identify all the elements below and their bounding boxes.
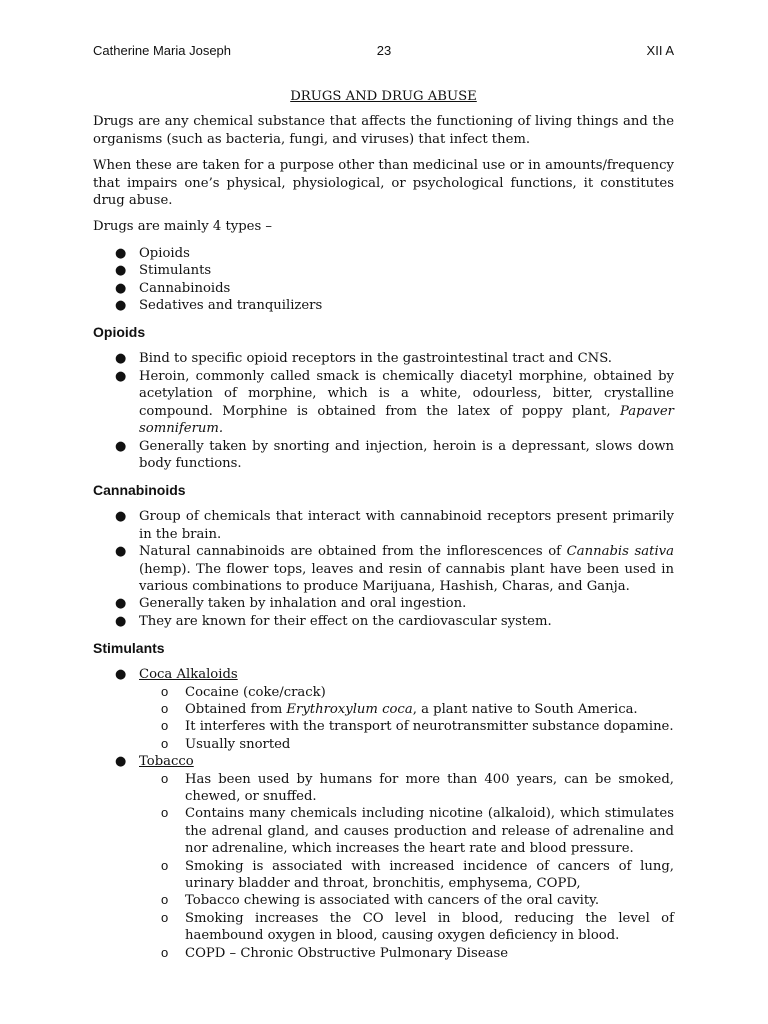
cannabinoids-list bbox=[93, 508, 674, 630]
list-item: ● Generally taken by inhalation and oral ingestion. bbox=[115, 596, 467, 612]
bullet-icon: ● bbox=[115, 245, 127, 261]
sublist-item: o COPD – Chronic Obstructive Pulmonary Disease bbox=[161, 944, 509, 961]
bullet-icon: ● bbox=[115, 298, 127, 314]
bullet-icon: ● bbox=[115, 544, 127, 560]
sublist-item: o Tobacco chewing is associated with cancers of the oral cavity. bbox=[161, 892, 600, 909]
opioids-heading: Opioids bbox=[93, 324, 146, 341]
bullet-icon: ● bbox=[115, 368, 127, 384]
cannabinoids-heading: Cannabinoids bbox=[93, 482, 186, 499]
list-item: ● Natural cannabinoids are obtained from the inflorescences of Cannabis sativa (hemp). The flower tops, leaves and resin of cannabis plant have been used in various combinations to produce Marijuana, Hashish, Charas, and Ganja. bbox=[115, 544, 674, 594]
sublist-item: o Obtained from Erythroxylum coca, a plant native to South America. bbox=[161, 700, 638, 717]
sublist-item: o Smoking is associated with increased incidence of cancers of lung, urinary bladder and throat, bronchitis, emphysema, COPD, bbox=[161, 857, 674, 892]
header-class: XII A bbox=[646, 43, 674, 58]
document-body bbox=[93, 88, 674, 971]
list-item bbox=[93, 666, 674, 753]
tobacco-label: Tobacco bbox=[139, 754, 194, 770]
bullet-icon: ● bbox=[115, 263, 127, 279]
list-item bbox=[93, 753, 674, 962]
list-item: ● Opioids bbox=[115, 245, 190, 261]
sublist-item: o Smoking increases the CO level in blood, reducing the level of haembound oxygen in blood, causing oxygen deficiency in blood. bbox=[161, 909, 674, 944]
stimulants-list bbox=[93, 666, 674, 962]
circle-bullet-icon: o bbox=[161, 892, 169, 908]
sublist-item: o Has been used by humans for more than 400 years, can be smoked, chewed, or snuffed. bbox=[161, 770, 674, 804]
bullet-icon: ● bbox=[115, 613, 127, 629]
list-item: ● Heroin, commonly called smack is chemically diacetyl morphine, obtained by acetylation of morphine, which is a white, odourless, bitter, crystalline compound. Morphine is obtained from the latex of poppy plant, Papaver somniferum. bbox=[115, 368, 674, 437]
intro-paragraph-2: When these are taken for a purpose other than medicinal use or in amounts/frequency that impairs one’s physical, physiological, or psychological functions, it constitutes drug abuse. bbox=[93, 158, 674, 209]
circle-bullet-icon: o bbox=[161, 735, 169, 751]
sublist-item: o Contains many chemicals including nicotine (alkaloid), which stimulates the adrenal gland, and causes production and release of adrenaline and nor adrenaline, which increases the heart rate and blood pressure. bbox=[161, 805, 674, 857]
circle-bullet-icon: o bbox=[161, 700, 169, 716]
bullet-icon: ● bbox=[115, 438, 127, 454]
circle-bullet-icon: o bbox=[161, 857, 169, 873]
coca-alkaloids-label: Coca Alkaloids bbox=[139, 667, 238, 683]
sublist-item: o Usually snorted bbox=[161, 735, 291, 752]
bullet-icon: ● bbox=[115, 509, 127, 525]
list-item: ● Bind to specific opioid receptors in the gastrointestinal tract and CNS. bbox=[115, 351, 612, 367]
circle-bullet-icon: o bbox=[161, 909, 169, 925]
sublist-item: o It interferes with the transport of neurotransmitter substance dopamine. bbox=[161, 718, 674, 735]
page-title: DRUGS AND DRUG ABUSE bbox=[290, 89, 477, 104]
circle-bullet-icon: o bbox=[161, 944, 169, 960]
bullet-icon: ● bbox=[115, 754, 127, 770]
circle-bullet-icon: o bbox=[161, 718, 169, 734]
sublist-item: o Cocaine (coke/crack) bbox=[161, 683, 326, 700]
list-item: ● Stimulants bbox=[115, 263, 212, 279]
list-item: ● Sedatives and tranquilizers bbox=[115, 298, 323, 314]
list-item: ● Generally taken by snorting and injection, heroin is a depressant, slows down body functions. bbox=[115, 438, 674, 471]
header-author: Catherine Maria Joseph bbox=[93, 43, 232, 58]
stimulants-heading: Stimulants bbox=[93, 640, 165, 657]
list-item: ● Group of chemicals that interact with cannabinoid receptors present primarily in the brain. bbox=[115, 509, 674, 542]
list-item: ● Cannabinoids bbox=[115, 280, 231, 296]
coca-sublist bbox=[139, 684, 674, 754]
tobacco-sublist bbox=[139, 771, 674, 962]
header-page-number: 23 bbox=[376, 43, 392, 58]
bullet-icon: ● bbox=[115, 280, 127, 296]
circle-bullet-icon: o bbox=[161, 770, 169, 786]
list-item: ● They are known for their effect on the cardiovascular system. bbox=[115, 613, 552, 629]
intro-paragraph-3: Drugs are mainly 4 types – bbox=[93, 219, 273, 235]
drug-types-list bbox=[93, 245, 674, 315]
bullet-icon: ● bbox=[115, 351, 127, 367]
bullet-icon: ● bbox=[115, 667, 127, 683]
circle-bullet-icon: o bbox=[161, 805, 169, 821]
intro-paragraph-1: Drugs are any chemical substance that affects the functioning of living things and the organisms (such as bacteria, fungi, and viruses) that infect them. bbox=[93, 114, 674, 147]
bullet-icon: ● bbox=[115, 596, 127, 612]
circle-bullet-icon: o bbox=[161, 683, 169, 699]
opioids-list bbox=[93, 350, 674, 472]
